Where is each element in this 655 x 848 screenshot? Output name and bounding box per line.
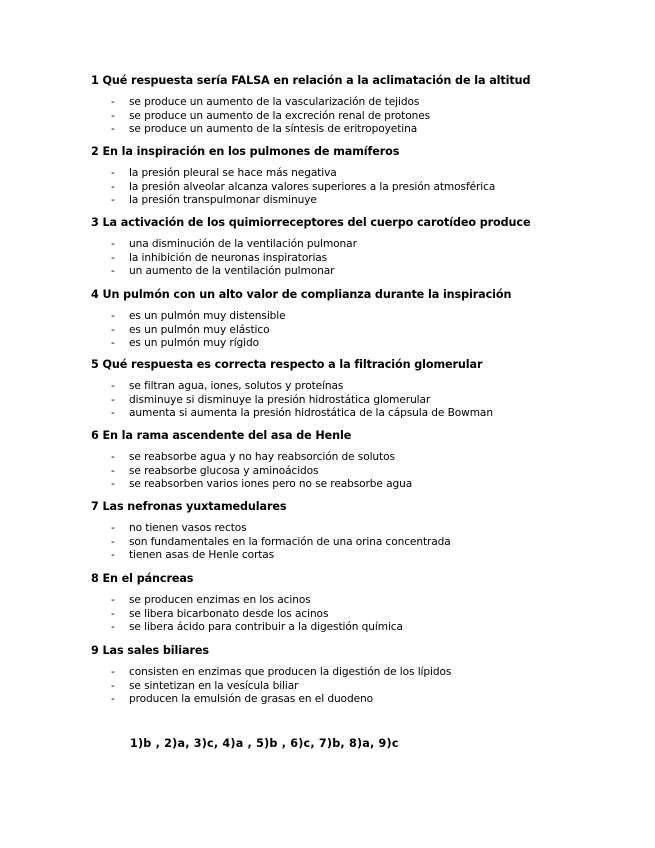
option-text: se libera bicarbonato desde los acinos <box>129 607 329 620</box>
options-list <box>91 96 631 137</box>
option-item <box>91 310 631 324</box>
bullet-dash: - <box>111 265 115 278</box>
option-text: aumenta si aumenta la presión hidrostática de la cápsula de Bowman <box>129 407 493 420</box>
option-item <box>91 194 631 208</box>
option-item <box>91 608 631 622</box>
bullet-dash: - <box>111 323 115 336</box>
question-title: 8 En el páncreas <box>91 572 194 585</box>
options-list <box>91 666 631 707</box>
bullet-dash: - <box>111 451 115 463</box>
option-text: se reabsorben varios iones pero no se reabsorbe agua <box>129 478 413 491</box>
answer-key: 1)b , 2)a, 3)c, 4)a , 5)b , 6)c, 7)b, 8)a, 9)c <box>130 737 399 750</box>
option-item <box>91 693 631 707</box>
option-text: la presión transpulmonar disminuye <box>129 194 317 207</box>
option-text: una disminución de la ventilación pulmonar <box>129 238 357 250</box>
bullet-dash: - <box>111 679 115 692</box>
options-list <box>91 451 631 492</box>
bullet-dash: - <box>111 380 115 392</box>
option-item <box>91 380 631 394</box>
bullet-dash: - <box>111 621 115 634</box>
bullet-dash: - <box>111 407 115 420</box>
option-text: la presión pleural se hace más negativa <box>129 167 337 179</box>
option-text: se libera ácido para contribuir a la digestión química <box>129 621 403 634</box>
option-text: un aumento de la ventilación pulmonar <box>129 265 335 278</box>
bullet-dash: - <box>111 310 115 322</box>
question-7 <box>91 500 631 563</box>
bullet-dash: - <box>111 109 115 122</box>
options-list <box>91 522 631 563</box>
option-text: se reabsorbe glucosa y aminoácidos <box>129 464 319 477</box>
option-text: se filtran agua, iones, solutos y proteínas <box>129 380 344 392</box>
bullet-dash: - <box>111 180 115 193</box>
question-3 <box>91 216 631 279</box>
option-item <box>91 252 631 266</box>
question-4 <box>91 288 631 351</box>
option-item <box>91 407 631 421</box>
bullet-dash: - <box>111 594 115 606</box>
bullet-dash: - <box>111 337 115 350</box>
question-5 <box>91 358 631 421</box>
option-text: no tienen vasos rectos <box>129 522 247 534</box>
option-item <box>91 324 631 338</box>
option-item <box>91 181 631 195</box>
question-title: 6 En la rama ascendente del asa de Henle <box>91 429 352 442</box>
option-item <box>91 96 631 110</box>
question-title: 5 Qué respuesta es correcta respecto a la filtración glomerular <box>91 358 483 371</box>
option-text: es un pulmón muy distensible <box>129 310 286 322</box>
option-item <box>91 536 631 550</box>
option-text: la presión alveolar alcanza valores superiores a la presión atmosférica <box>129 180 496 193</box>
bullet-dash: - <box>111 693 115 706</box>
option-item <box>91 451 631 465</box>
bullet-dash: - <box>111 393 115 406</box>
bullet-dash: - <box>111 123 115 136</box>
bullet-dash: - <box>111 522 115 534</box>
question-6 <box>91 429 631 492</box>
bullet-dash: - <box>111 167 115 179</box>
bullet-dash: - <box>111 666 115 678</box>
question-9 <box>91 644 631 707</box>
question-title: 9 Las sales biliares <box>91 644 209 657</box>
option-item <box>91 680 631 694</box>
option-item <box>91 265 631 279</box>
option-text: disminuye si disminuye la presión hidrostática glomerular <box>129 393 431 406</box>
bullet-dash: - <box>111 194 115 207</box>
bullet-dash: - <box>111 607 115 620</box>
bullet-dash: - <box>111 464 115 477</box>
bullet-dash: - <box>111 251 115 264</box>
option-item <box>91 666 631 680</box>
option-text: consisten en enzimas que producen la digestión de los lípidos <box>129 666 452 678</box>
question-title: 3 La activación de los quimiorreceptores del cuerpo carotídeo produce <box>91 216 531 229</box>
question-1 <box>91 74 631 137</box>
option-text: producen la emulsión de grasas en el duodeno <box>129 693 373 706</box>
option-text: la inhibición de neuronas inspiratorias <box>129 251 328 264</box>
bullet-dash: - <box>111 549 115 562</box>
option-item <box>91 337 631 351</box>
option-text: se sintetizan en la vesícula biliar <box>129 679 299 692</box>
options-list <box>91 594 631 635</box>
option-item <box>91 478 631 492</box>
options-list <box>91 380 631 421</box>
bullet-dash: - <box>111 238 115 250</box>
bullet-dash: - <box>111 535 115 548</box>
option-text: se reabsorbe agua y no hay reabsorción de solutos <box>129 451 395 463</box>
bullet-dash: - <box>111 478 115 491</box>
option-text: se produce un aumento de la excreción renal de protones <box>129 109 431 122</box>
option-item <box>91 238 631 252</box>
option-text: se produce un aumento de la vascularización de tejidos <box>129 96 420 108</box>
question-title: 1 Qué respuesta sería FALSA en relación a la aclimatación de la altitud <box>91 74 531 87</box>
option-item <box>91 123 631 137</box>
option-item <box>91 522 631 536</box>
options-list <box>91 167 631 208</box>
option-item <box>91 394 631 408</box>
option-text: se producen enzimas en los acinos <box>129 594 311 606</box>
option-text: es un pulmón muy elástico <box>129 323 270 336</box>
option-text: tienen asas de Henle cortas <box>129 549 275 562</box>
option-text: son fundamentales en la formación de una orina concentrada <box>129 535 451 548</box>
option-text: es un pulmón muy rígido <box>129 337 260 350</box>
option-item <box>91 465 631 479</box>
option-item <box>91 594 631 608</box>
question-2 <box>91 145 631 208</box>
options-list <box>91 238 631 279</box>
question-8 <box>91 572 631 635</box>
option-item <box>91 621 631 635</box>
option-item <box>91 110 631 124</box>
option-text: se produce un aumento de la síntesis de eritropoyetina <box>129 123 418 136</box>
option-item <box>91 167 631 181</box>
options-list <box>91 310 631 351</box>
question-title: 7 Las nefronas yuxtamedulares <box>91 500 287 513</box>
question-title: 2 En la inspiración en los pulmones de mamíferos <box>91 145 400 158</box>
question-title: 4 Un pulmón con un alto valor de complianza durante la inspiración <box>91 288 512 301</box>
option-item <box>91 549 631 563</box>
bullet-dash: - <box>111 96 115 108</box>
